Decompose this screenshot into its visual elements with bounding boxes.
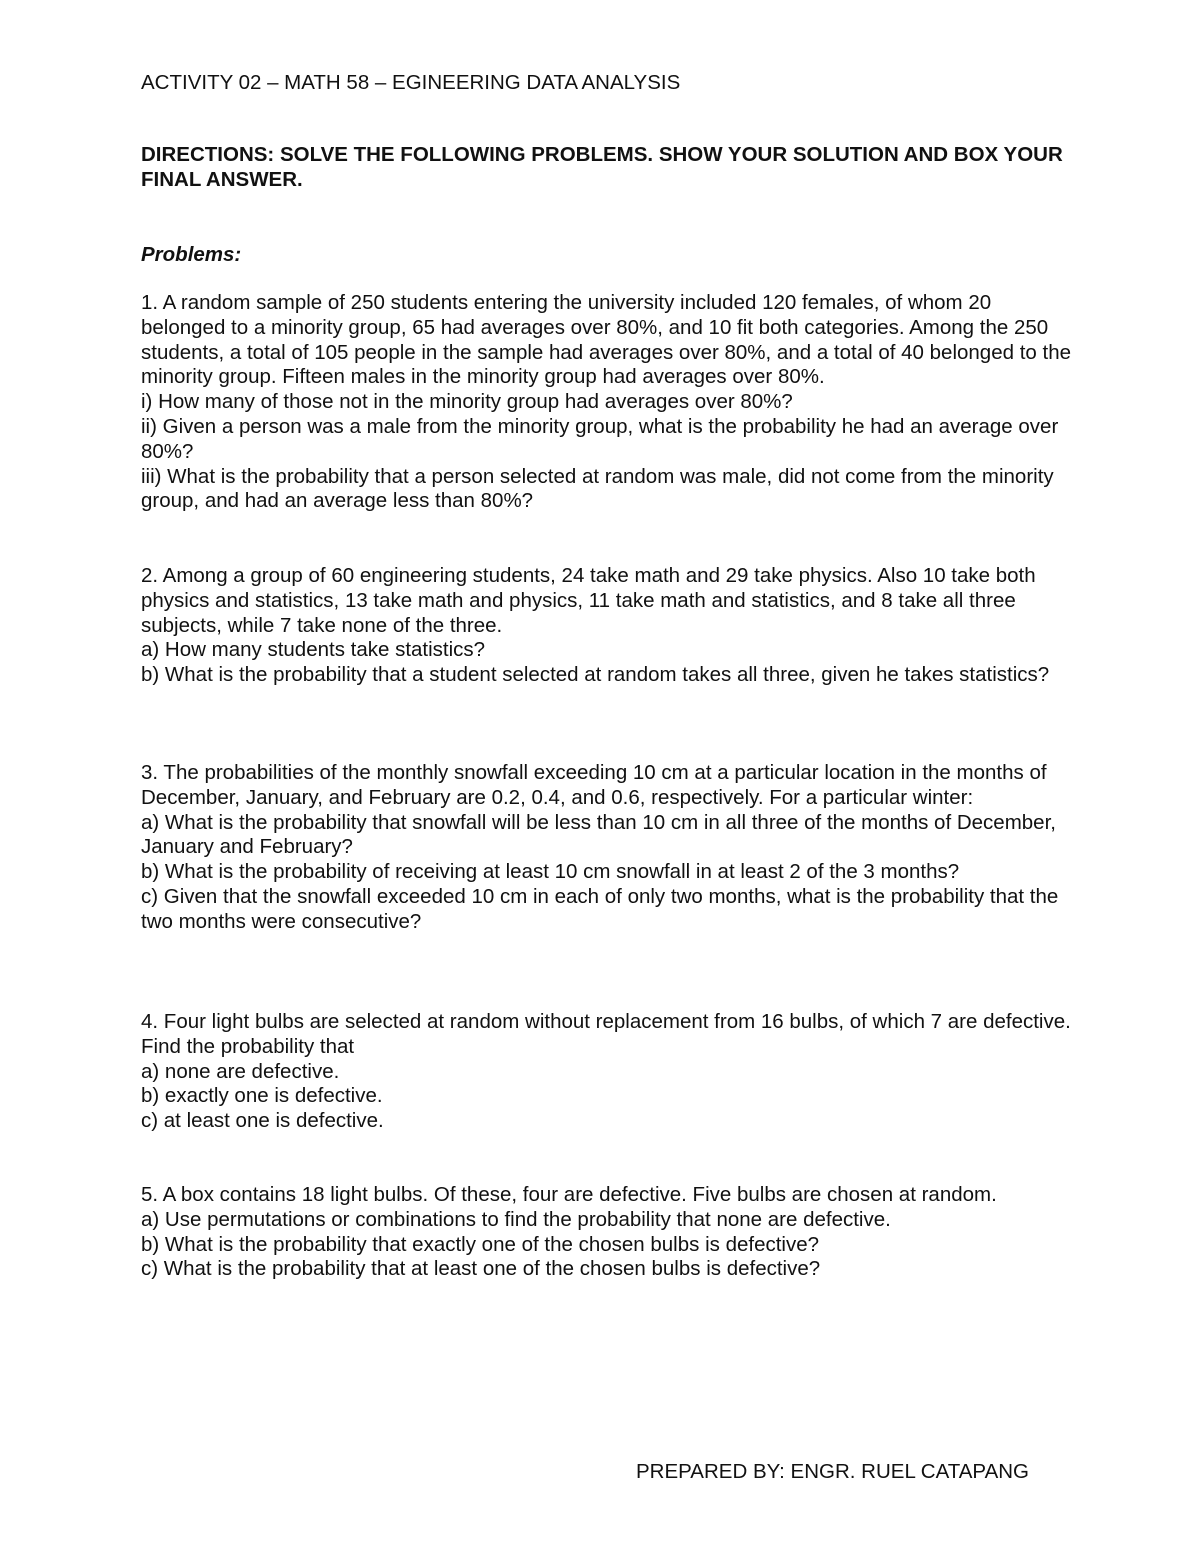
problem-5-part-a: a) Use permutations or combinations to find the probability that none are defective. [141,1207,891,1231]
problem-2 [141,564,1076,688]
problem-1-stem: 1. A random sample of 250 students entering the university included 120 females, of whom 20 belonged to a minority group, 65 had averages over 80%, and 10 fit both categories. Among the 250 students, a total of 105 people in the sample had averages over 80%, and a total of 40 belonged to the minority group. Fifteen males in the minority group had averages over 80%. [141,291,1071,389]
problem-5-part-b: b) What is the probability that exactly one of the chosen bulbs is defective? [141,1232,820,1256]
problem-4 [141,1010,1076,1134]
problem-2-part-a: a) How many students take statistics? [141,638,486,662]
problem-5-part-c: c) What is the probability that at least one of the chosen bulbs is defective? [141,1257,821,1281]
prepared-by-footer: PREPARED BY: ENGR. RUEL CATAPANG [636,1460,1030,1483]
problem-3-part-a: a) What is the probability that snowfall will be less than 10 cm in all three of the months of December, January and February? [141,810,1056,859]
problem-4-part-b: b) exactly one is defective. [141,1084,383,1108]
problem-5 [141,1183,1076,1282]
problem-4-part-c: c) at least one is defective. [141,1109,384,1133]
problem-4-part-a: a) none are defective. [141,1059,340,1083]
problem-1-part-i: i) How many of those not in the minority group had averages over 80%? [141,390,793,414]
directions-text: DIRECTIONS: SOLVE THE FOLLOWING PROBLEMS. SHOW YOUR SOLUTION AND BOX YOUR FINAL ANSWER. [141,143,1063,191]
problem-2-stem: 2. Among a group of 60 engineering students, 24 take math and 29 take physics. Also 10 take both physics and statistics, 13 take math and physics, 11 take math and statistics, and 8 take all three subjects, while 7 take none of the three. [141,564,1036,637]
problem-5-stem: 5. A box contains 18 light bulbs. Of these, four are defective. Five bulbs are chosen at random. [141,1183,997,1206]
problem-3-stem: 3. The probabilities of the monthly snowfall exceeding 10 cm at a particular location in the months of December, January, and February are 0.2, 0.4, and 0.6, respectively. For a particular winter: [141,761,1047,809]
problem-1 [141,291,1076,514]
problem-1-part-ii: ii) Given a person was a male from the minority group, what is the probability he had an average over 80%? [141,414,1059,463]
problem-2-part-b: b) What is the probability that a student selected at random takes all three, given he takes statistics? [141,663,1050,687]
activity-title: ACTIVITY 02 – MATH 58 – EGINEERING DATA ANALYSIS [141,71,681,94]
problem-3-part-c: c) Given that the snowfall exceeded 10 cm in each of only two months, what is the probability that the two months were consecutive? [141,884,1059,933]
problem-3 [141,761,1076,935]
problems-heading: Problems: [141,243,242,266]
problem-1-part-iii: iii) What is the probability that a person selected at random was male, did not come from the minority group, and had an average less than 80%? [141,464,1054,513]
problem-3-part-b: b) What is the probability of receiving at least 10 cm snowfall in at least 2 of the 3 months? [141,860,960,884]
problem-4-stem: 4. Four light bulbs are selected at random without replacement from 16 bulbs, of which 7 are defective. Find the probability that [141,1010,1071,1058]
